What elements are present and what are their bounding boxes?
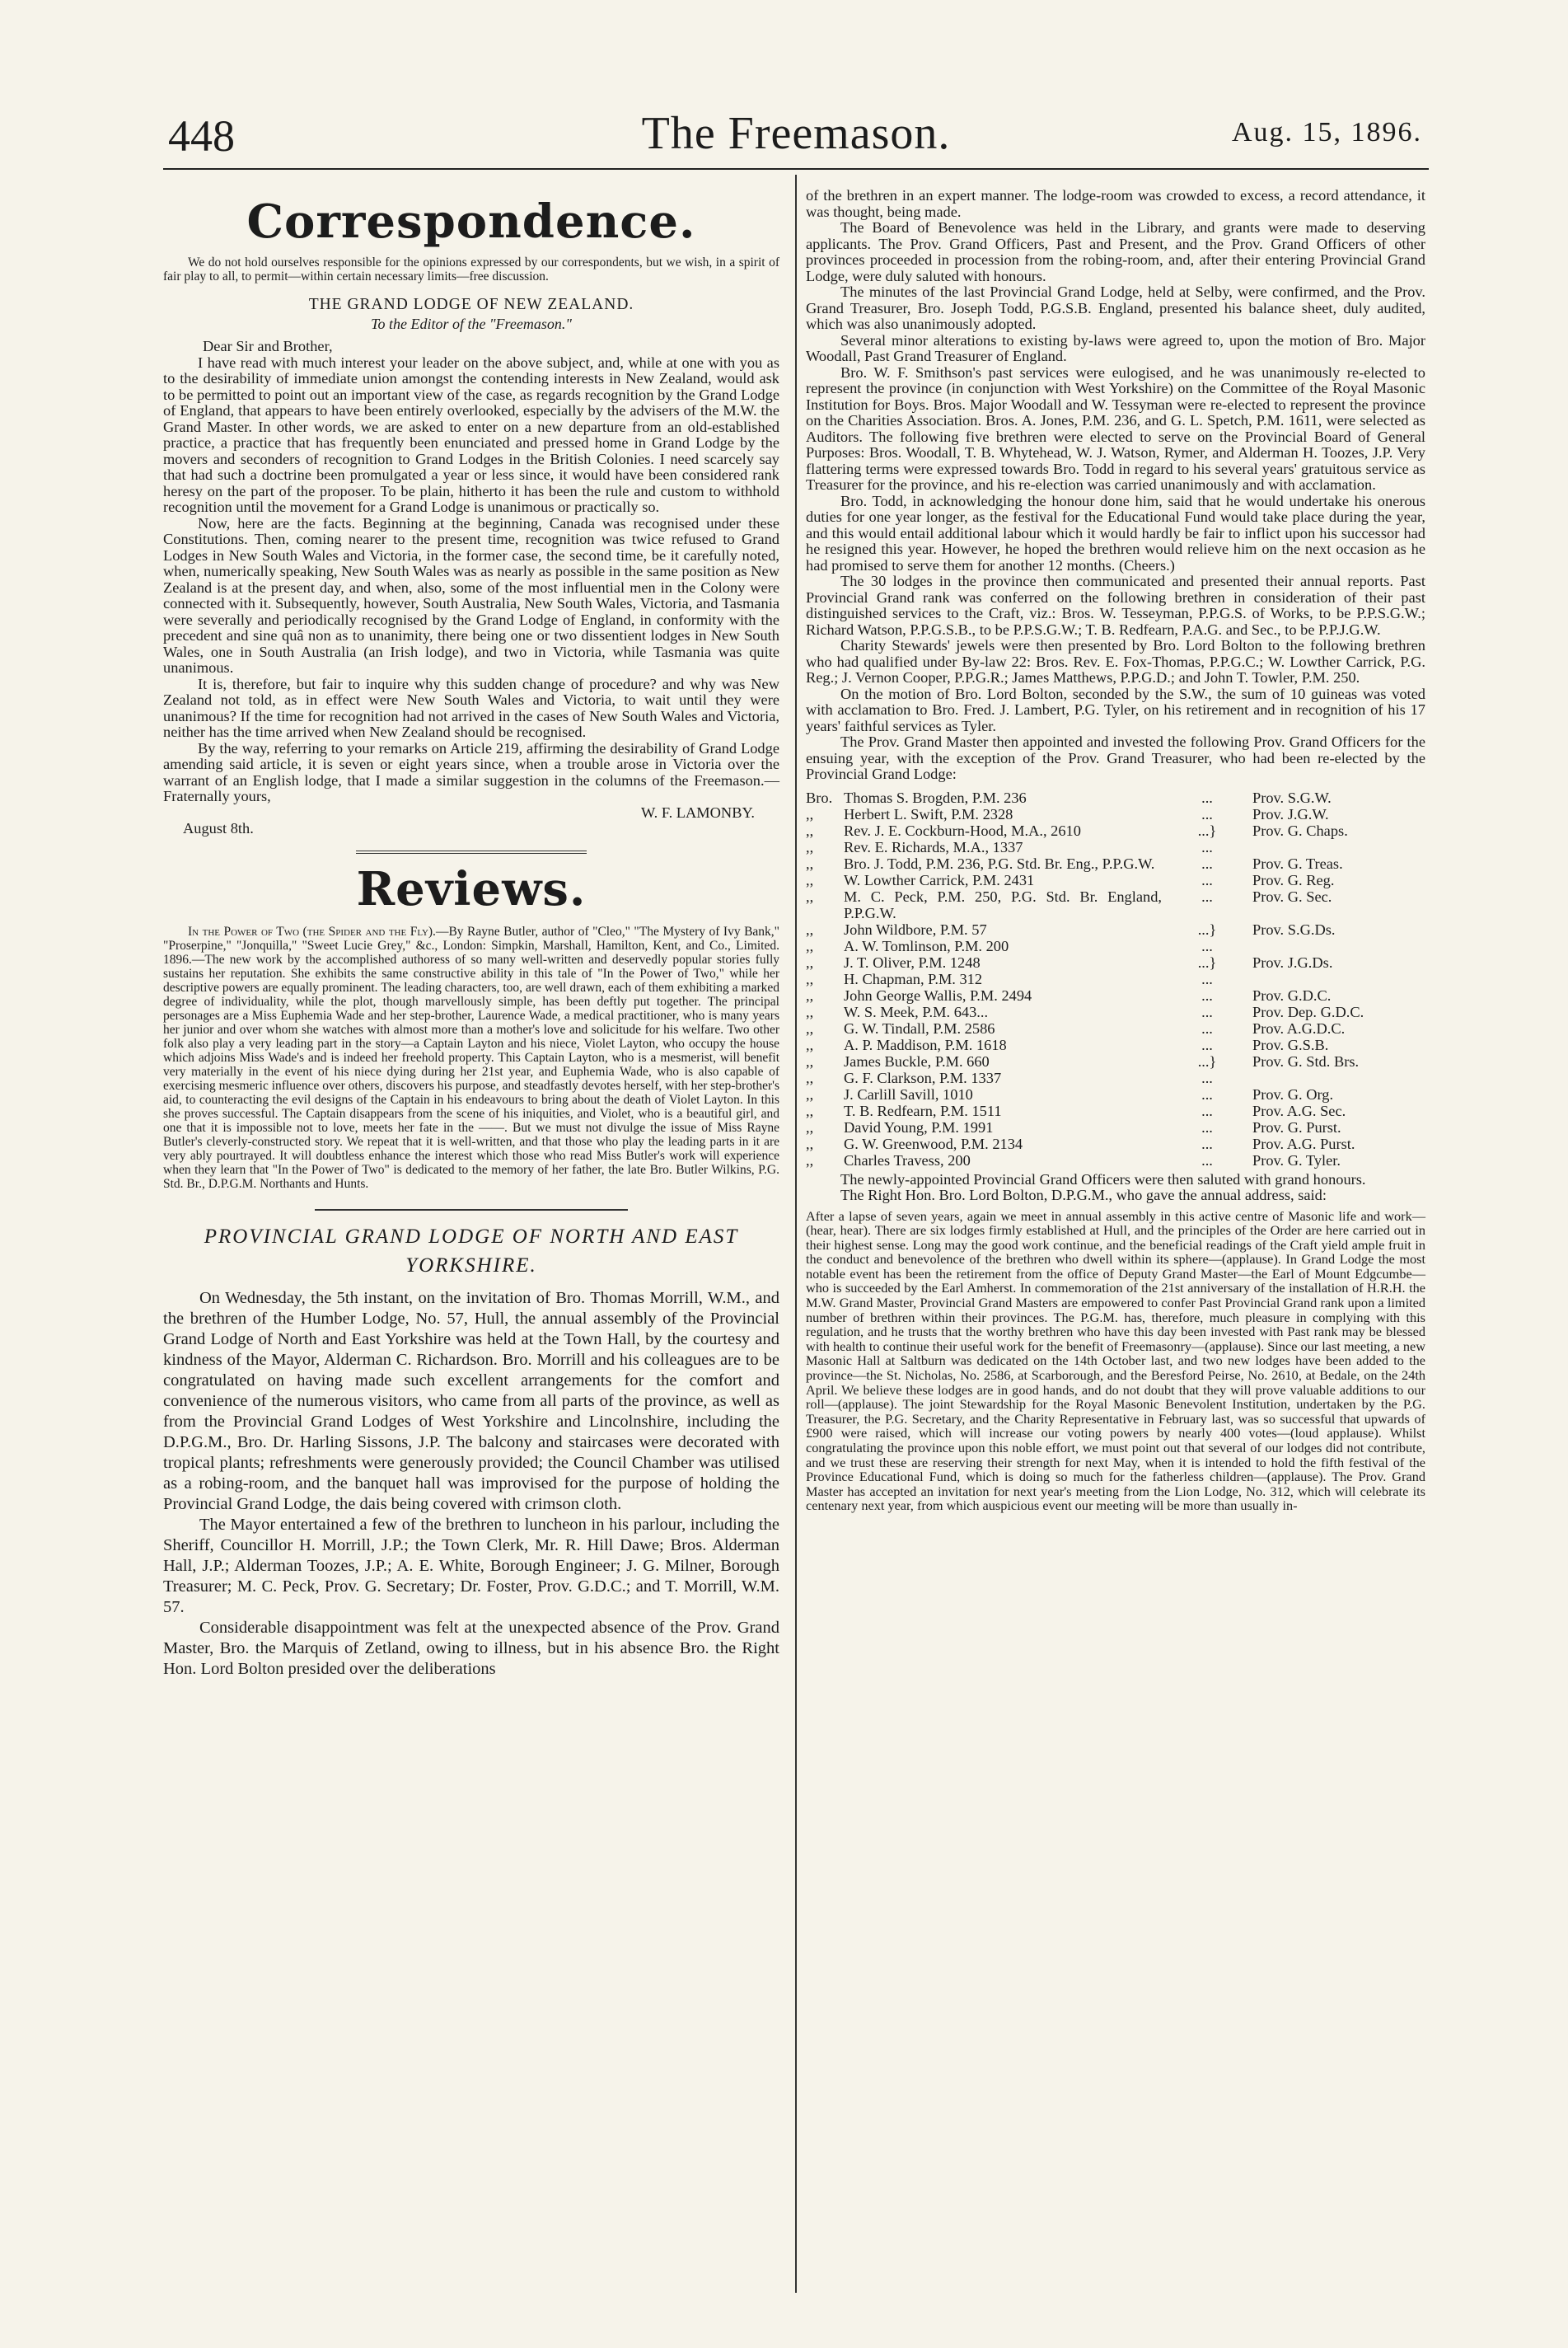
officer-row: ,, Rev. J. E. Cockburn-Hood, M.A., 2610 ...} Prov. G. Chaps.: [806, 822, 1348, 839]
officers-table: [806, 790, 1425, 1169]
officer-row: ,, David Young, P.M. 1991 ... Prov. G. Purst.: [806, 1118, 1341, 1136]
report-paragraph: Bro. Todd, in acknowledging the honour done him, said that he would undertake his onerous duties for one year longer, as the festival for the Educational Fund would take place during the year, and this would entail additional labour which it would hardly be fair to inflict upon his successor had he resigned this year. However, he hoped the brethren would relieve him on the next occasion as he had promised to serve them for another 12 months. (Cheers.): [806, 492, 1425, 574]
officer-row: ,, Herbert L. Swift, P.M. 2328 ... Prov. J.G.W.: [806, 805, 1329, 823]
officer-row: ,, W. Lowther Carrick, P.M. 2431 ... Prov. G. Reg.: [806, 871, 1335, 888]
letter-signature: W. F. LAMONBY.: [640, 804, 755, 821]
officer-row: ,, John Wildbore, P.M. 57 ...} Prov. S.G.Ds.: [806, 921, 1336, 938]
officer-row: ,, T. B. Redfearn, P.M. 1511 ... Prov. A.G. Sec.: [806, 1102, 1346, 1119]
review-book-title: In the Power of Two (the Spider and the Fly).: [188, 924, 436, 939]
officer-row: ,, J. Carlill Savill, 1010 ... Prov. G. Org.: [806, 1085, 1334, 1103]
section-divider: [356, 851, 587, 854]
column-divider: [795, 175, 797, 2293]
letter-paragraph: I have read with much interest your leader on the above subject, and, while at one with you as to the desirability of immediate union amongst the contending interests in New Zealand, would ask to be permitted to point out an important view of the case, as regards recognition by the Grand Lodge of England, that appears to have been entirely overlooked, especially by the advisers of the M.W. the Grand Master. In other words, we are asked to enter on a new departure from an old-established practice, a practice that has frequently been enunciated and pressed home in Grand Lodge by the movers and seconders of recognition to Grand Lodges in the British Colonies. I need scarcely say that had such a doctrine been promulgated a year or less since, it would have been considered rank heresy on the part of the proposer. To be plain, hitherto it has been the rule and custom to withhold recognition until the movement for a Grand Lodge is unanimous or practically so.: [163, 354, 779, 515]
right-column: [806, 188, 1425, 1513]
report-paragraph: The Prov. Grand Master then appointed and invested the following Prov. Grand Officers for the ensuing year, with the exception of the Prov. Grand Treasurer, who had been re-elected by the Provincial Grand Lodge:: [806, 733, 1425, 782]
officer-row: ,, James Buckle, P.M. 660 ...} Prov. G. Std. Brs.: [806, 1052, 1360, 1070]
left-column: [163, 188, 779, 1680]
officer-row: ,, G. F. Clarkson, P.M. 1337 ...: [806, 1069, 1213, 1086]
officer-row: ,, John George Wallis, P.M. 2494 ... Prov. G.D.C.: [806, 987, 1332, 1004]
report-paragraph: Charity Stewards' jewels were then presented by Bro. Lord Bolton to the following brethren who had qualified under By-law 22: Bros. Rev. E. Fox-Thomas, P.P.G.C.; W. Lowther Carrick, P.G. Reg.; J. Vernon Cooper, P.P.G.R.; James Matthews, P.P.G.D.; and John T. Towler, P.M. 250.: [806, 637, 1425, 686]
report-paragraph: The Board of Benevolence was held in the Library, and grants were made to deserving applicants. The Prov. Grand Officers, Past and Present, and the Prov. Grand Officers of other provinces proceeded in procession from the robing-room, and, after their entering Provincial Grand Lodge, were duly saluted with honours.: [806, 219, 1425, 284]
report-paragraph: The Right Hon. Bro. Lord Bolton, D.P.G.M., who gave the annual address, said:: [840, 1187, 1327, 1203]
officer-row: Bro. Thomas S. Brogden, P.M. 236 ... Prov. S.G.W.: [806, 789, 1332, 806]
letter-salutation: Dear Sir and Brother,: [203, 338, 333, 354]
letter-paragraph: It is, therefore, but fair to inquire why this sudden change of procedure? and why was New Zealand not told, as in effect were New South Wales and Victoria, to wait until they were unanimous? If the time for recognition had not arrived in the cases of New South Wales and Victoria, neither has the time arrived when New Zealand should be recognised.: [163, 675, 779, 740]
officer-row: ,, W. S. Meek, P.M. 643... ... Prov. Dep. G.D.C.: [806, 1003, 1364, 1020]
officer-row: ,, Bro. J. Todd, P.M. 236, P.G. Std. Br. Eng., P.P.G.W. ... Prov. G. Treas.: [806, 855, 1343, 872]
officer-row: ,, A. P. Maddison, P.M. 1618 ... Prov. G.S.B.: [806, 1036, 1329, 1053]
issue-date: Aug. 15, 1896.: [1231, 117, 1422, 148]
correspondence-heading: Correspondence.: [246, 194, 696, 249]
letter-title: THE GRAND LODGE OF NEW ZEALAND.: [308, 296, 634, 313]
officer-row: ,, G. W. Greenwood, P.M. 2134 ... Prov. A.G. Purst.: [806, 1135, 1355, 1152]
report-paragraph: Bro. W. F. Smithson's past services were eulogised, and he was unanimously re-elected to represent the province (in conjunction with West Yorkshire) on the Committee of the Royal Masonic Institution for Boys. Bros. Major Woodall and W. Tessyman were re-elected to represent the province on the Charities Association. Bros. A. Jones, P.M. 236, and G. L. Spetch, P.M. 1611, were selected as Auditors. The following five brethren were elected to serve on the Provincial Board of General Purposes: Bros. Woodall, T. B. Whytehead, W. J. Watson, Rymer, and Alderman H. Toozes, J.P. Very flattering terms were expressed towards Bro. Todd in regard to his several years' gratuitous service as Treasurer for the province, and his re-election was carried unanimously and with acclamation.: [806, 363, 1425, 493]
masthead: [163, 107, 1429, 163]
letter-paragraph: Now, here are the facts. Beginning at the beginning, Canada was recognised under these Constitutions. Then, coming nearer to the present time, recognition was twice refused to Grand Lodges in New South Wales and Victoria, in the former case, the second time, be it carefully noted, when, numerically speaking, New South Wales was as nearly as possible in the same position as New Zealand is at the present day, and when, also, some of the most influential men in the Colony were connected with it. Subsequently, however, South Australia, New South Wales, Victoria, and Tasmania were severally and periodically recognised by the Grand Lodge of England, in conformity with the precedent and sine quâ non as to unanimity, there being one or two dissentient lodges in New South Wales, one in South Australia (an Irish lodge), and two in Victoria, while Tasmania was quite unanimous.: [163, 514, 779, 676]
publication-title: The Freemason.: [641, 108, 951, 159]
masthead-rule: [163, 168, 1429, 170]
report-paragraph: The newly-appointed Provincial Grand Officers were then saluted with grand honours.: [840, 1170, 1366, 1188]
reviews-heading: Reviews.: [356, 861, 587, 916]
report-paragraph: Several minor alterations to existing by-laws were agreed to, upon the motion of Bro. Major Woodall, Past Grand Treasurer of England.: [806, 331, 1425, 364]
page-number: 448: [168, 111, 235, 161]
report-paragraph: of the brethren in an expert manner. The lodge-room was crowded to excess, a record attendance, it was thought, being made.: [806, 187, 1425, 220]
report-paragraph: The Mayor entertained a few of the brethren to luncheon in his parlour, including the Sheriff, Councillor H. Morrill, J.P.; the Town Clerk, Mr. R. Hill Dawe; Bros. Alderman Hall, J.P.; Alderman Toozes, J.P.; A. E. White, Borough Engineer; J. G. Milner, Borough Treasurer; M. C. Peck, Prov. G. Secretary; Dr. Foster, Prov. G.D.C.; and T. Morrill, W.M. 57.: [163, 1515, 779, 1616]
officer-row: ,, M. C. Peck, P.M. 250, P.G. Std. Br. England, P.P.G.W. ... Prov. G. Sec.: [806, 888, 1332, 921]
report-paragraph: The 30 lodges in the province then communicated and presented their annual reports. Past Provincial Grand rank was conferred on the following brethren in consideration of their past distinguished services to the Craft, viz.: Bros. W. Tesseyman, P.P.G.S. of Works, to be P.P.S.G.W.; Richard Watson, P.P.G.S.B., to be P.P.S.G.W.; T. B. Redfearn, P.A.G. and Sec., to be P.P.J.G.W.: [806, 573, 1425, 638]
report-paragraph: On Wednesday, the 5th instant, on the invitation of Bro. Thomas Morrill, W.M., and the brethren of the Humber Lodge, No. 57, Hull, the annual assembly of the Provincial Grand Lodge of North and East Yorkshire was held at the Town Hall, by the courtesy and kindness of the Mayor, Alderman C. Richardson. Bro. Morrill and his colleagues are to be congratulated on having made such excellent arrangements for the comfort and convenience of the numerous visitors, who came from all parts of the province, as well as from the Provincial Grand Lodges of West Yorkshire and Lincolnshire, including the D.P.G.M., Bro. Dr. Harling Sissons, J.P. The balcony and staircases were decorated with tropical plants; refreshments were generously provided; the Council Chamber was utilised as a robing-room, and the banquet hall was improvised for the purpose of holding the Provincial Grand Lodge, the dais being covered with crimson cloth.: [163, 1288, 779, 1513]
officer-row: ,, Charles Travess, 200 ... Prov. G. Tyler.: [806, 1151, 1341, 1169]
provincial-report-left: [163, 1288, 779, 1680]
annual-address: After a lapse of seven years, again we meet in annual assembly in this active centre of Masonic life and work—(hear, hear). There are six lodges firmly established at Hull, and the principles of the Order are here carried out in their highest sense. Long may the good work continue, and the beneficial readings of the Craft yield ample fruit in the conduct and benevolence of the brethren who dwell within its sphere—(applause). In Grand Lodge the most notable event has been the retirement from the office of Deputy Grand Master—the Earl of Mount Edgcumbe—who is succeeded by the Earl Amherst. In commemoration of the 21st anniversary of the installation of H.R.H. the M.W. Grand Master, Provincial Grand Masters are empowered to confer Past Provincial Grand rank upon a limited number of brethren within their provinces. The P.G.M. has, therefore, much pleasure in complying with this regulation, and he trusts that the worthy brethren who have this day been invested with Past rank may be blessed with health to continue their useful work for the benefit of Freemasonry—(applause). Since our last meeting, a new Masonic Hall at Saltburn was dedicated on the 14th October last, and two new lodges have been added to the province—the St. Nicholas, No. 2586, at Scarborough, and the Beresford Peirse, No. 2610, at Bedale, on the 24th April. We believe these lodges are in good hands, and do not doubt that they will prove valuable additions to our roll—(applause). The joint Stewardship for the Royal Masonic Benevolent Institution, undertaken by the P.G. Treasurer, the P.G. Secretary, and the Charity Representative in February last, was so successful that upwards of £900 were raised, which will increase our voting powers by nearly 400 votes—(loud applause). Whilst congratulating the province upon this noble effort, we must point out that several of our lodges did not contribute, and we trust these are reserving their strength for next May, when it is intended to hold the fifth festival of the Province Educational Fund, which is doing so much for the fatherless children—(applause). The Prov. Grand Master has accepted an invitation for next year's meeting from the Lion Lodge, No. 312, which will celebrate its centenary next year, from which auspicious event our meeting will be more than usually in-: [806, 1207, 1425, 1514]
officer-row: ,, J. T. Oliver, P.M. 1248 ...} Prov. J.G.Ds.: [806, 954, 1333, 971]
letter-paragraph: By the way, referring to your remarks on Article 219, affirming the desirability of Grand Lodge amending said article, it is seven or eight years since, when a trouble arose in Victoria over the warrant of an English lodge, that I made a similar suggestion in the columns of the Freemason.—Fraternally yours,: [163, 739, 779, 804]
officer-row: ,, A. W. Tomlinson, P.M. 200 ...: [806, 937, 1213, 954]
officer-row: ,, Rev. E. Richards, M.A., 1337 ...: [806, 838, 1213, 855]
officer-row: ,, G. W. Tindall, P.M. 2586 ... Prov. A.G.D.C.: [806, 1019, 1346, 1037]
letter-dateline: August 8th.: [183, 820, 254, 837]
report-paragraph: The minutes of the last Provincial Grand Lodge, held at Selby, were confirmed, and the Prov. Grand Treasurer, Bro. Joseph Todd, P.G.S.B. England, presented his balance sheet, duly audited, which was also unanimously adopted.: [806, 284, 1425, 332]
officer-row: ,, H. Chapman, P.M. 312 ...: [806, 970, 1213, 987]
report-paragraph: Considerable disappointment was felt at the unexpected absence of the Prov. Grand Master, Bro. the Marquis of Zetland, owing to illness, but in his absence Bro. the Right Hon. Lord Bolton presided over the deliberations: [163, 1618, 779, 1678]
provincial-heading: PROVINCIAL GRAND LODGE OF NORTH AND EAST YORKSHIRE.: [204, 1225, 739, 1277]
review-body: —By Rayne Butler, author of "Cleo," "The Mystery of Ivy Bank," "Proserpine," "Jonquilla," "Sweet Lucie Grey," &c., London: Simpkin, Marshall, Hamilton, Kent, and Co., Limited. 1896.—The new work by the accomplished authoress of so many well-written and deservedly popular stories fully sustains her reputation. She exhibits the same constructive ability in this tale of "In the Power of Two," while her descriptive powers are equally prominent. The leading characters, too, are well drawn, each of them exhibiting a marked degree of individuality, while the plot, though marvellously simple, has been deftly put together. The principal personages are a Miss Euphemia Wade and her step-brother, Laurence Wade, a medical practitioner, who is many years her junior and over whom she watches with almost more than a mother's love and solicitude for his welfare. Two other folk also play a very leading part in the story—a Captain Layton and his niece, Violet Layton, who occupy the house which adjoins Miss Wade's and is indeed her freehold property. This Captain Layton, who is a mesmerist, will benefit very materially in the event of his niece dying during her 21st year, and Euphemia Wade, who is also capable of exercising mesmeric influence over others, discovers his purpose, and steadfastly devotes herself, with her step-brother's aid, to counteracting the evil designs of the Captain in his endeavours to bring about the death of Violet Layton. In this she proves successful. The Captain disappears from the scene of his iniquities, and Violet, who is a beautiful girl, and one that it is impossible not to love, meets her fate in the ——. But we must not divulge the issue of Miss Rayne Butler's cleverly-constructed story. We repeat that it is well-written, and that those who play the leading parts in it are very ably pourtrayed. It will doubtless enhance the interest which those who read Miss Butler's work will experience when they learn that "In the Power of Two" is dedicated to the memory of her father, the late Bro. Butler Wilkins, P.G. Std. Br., D.P.G.M. Northants and Hunts.: [163, 924, 779, 1191]
section-divider: [315, 1209, 628, 1211]
review-text: [163, 925, 779, 1191]
letter-to-editor: To the Editor of the "Freemason.": [371, 315, 572, 332]
correspondence-disclaimer: We do not hold ourselves responsible for the opinions expressed by our correspondents, but we wish, in a spirit of fair play to all, to permit—within certain necessary limits—free discussion.: [163, 255, 779, 284]
report-paragraph: On the motion of Bro. Lord Bolton, seconded by the S.W., the sum of 10 guineas was voted with acclamation to Bro. Fred. J. Lambert, P.G. Tyler, on his retirement and in recognition of his 17 years' faithful services as Tyler.: [806, 685, 1425, 734]
